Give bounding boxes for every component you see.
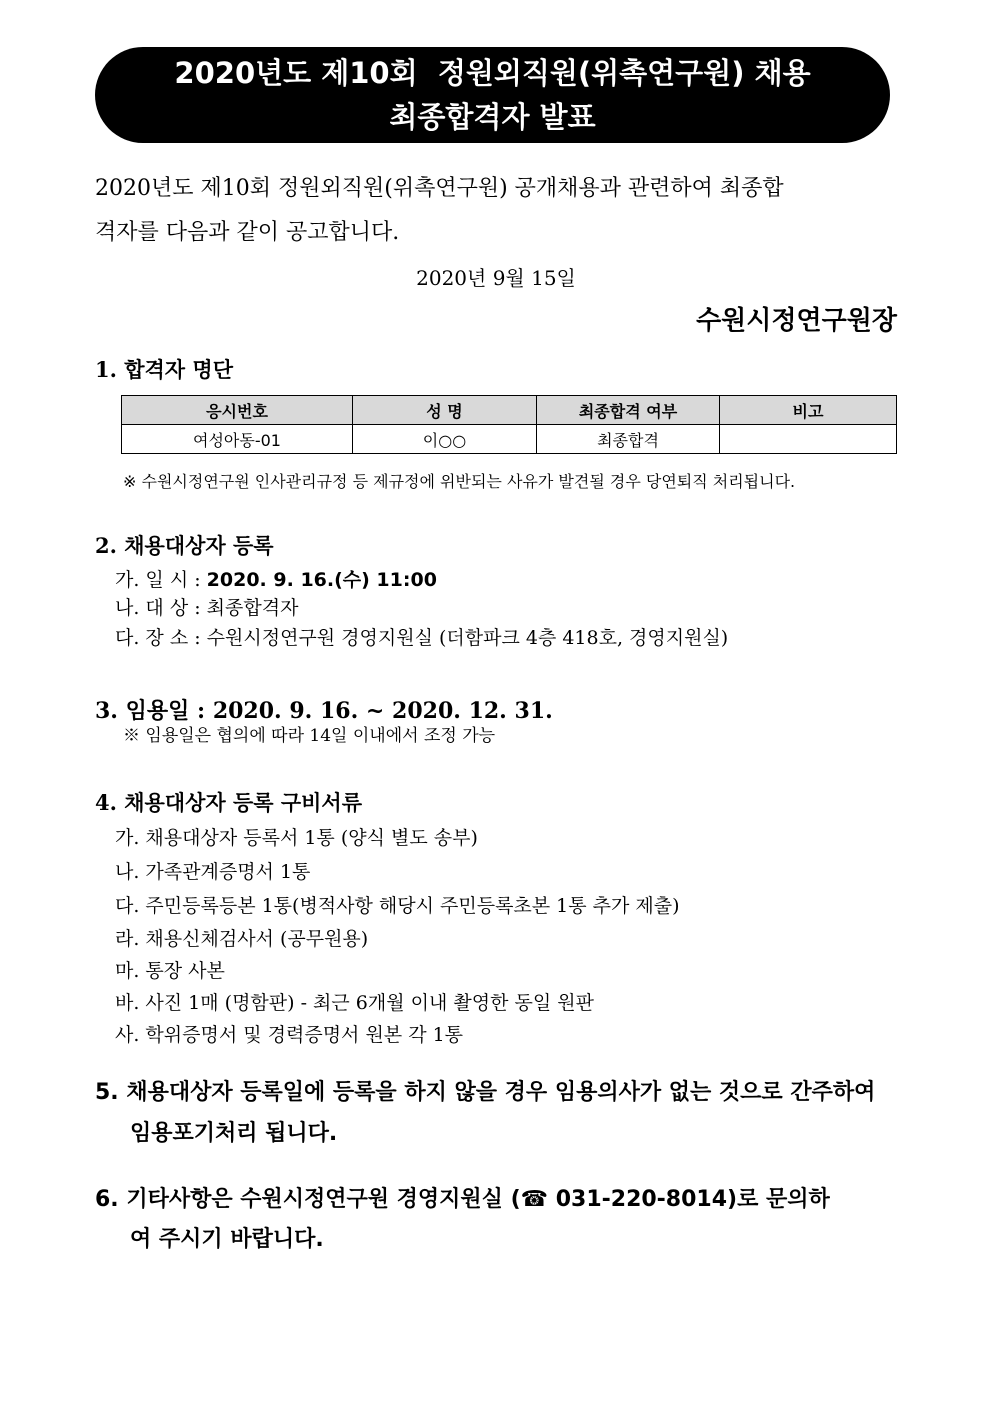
section-1-title: 1. 합격자 명단: [95, 357, 233, 382]
section-6-line-1: 6. 기타사항은 수원시정연구원 경영지원실 (☎ 031-220-8014)로 문의하: [95, 1187, 830, 1212]
header-exam-number: 응시번호: [122, 396, 353, 425]
registration-datetime-label: 가. 일 시 :: [115, 569, 207, 591]
section-3-title: 3. 임용일 : 2020. 9. 16. ~ 2020. 12. 31.: [95, 698, 553, 724]
cell-name: 이○○: [353, 425, 537, 454]
section-5-line-2: 임용포기처리 됩니다.: [130, 1121, 338, 1146]
title-line-2: 최종합격자 발표: [389, 100, 596, 134]
section-4-title: 4. 채용대상자 등록 구비서류: [95, 790, 363, 815]
intro-line-2: 격자를 다음과 같이 공고합니다.: [95, 220, 400, 245]
intro-line-1: 2020년도 제10회 정원외직원(위촉연구원) 공개채용과 관련하여 최종합: [95, 176, 784, 201]
section-1-note: ※ 수원시정연구원 인사관리규정 등 제규정에 위반되는 사유가 발견될 경우 당연퇴직 처리됩니다.: [123, 472, 796, 491]
table-row: [122, 425, 897, 454]
title-banner: [95, 47, 890, 143]
document-item-6: 바. 사진 1매 (명함판) - 최근 6개월 이내 촬영한 동일 원판: [115, 992, 594, 1014]
registration-place: 다. 장 소 : 수원시정연구원 경영지원실 (더함파크 4층 418호, 경영지원실): [115, 627, 729, 649]
signer: 수원시정연구원장: [696, 306, 897, 336]
registration-datetime: [115, 565, 437, 592]
notice-date: 2020년 9월 15일: [416, 266, 576, 290]
header-final-result: 최종합격 여부: [537, 396, 720, 425]
section-3-note: ※ 임용일은 협의에 따라 14일 이내에서 조정 가능: [123, 726, 496, 746]
cell-final-result: 최종합격: [537, 425, 720, 454]
document-item-1: 가. 채용대상자 등록서 1통 (양식 별도 송부): [115, 827, 478, 849]
title-line-1: 2020년도 제10회 정원외직원(위촉연구원) 채용: [174, 56, 811, 90]
document-item-3: 다. 주민등록등본 1통(병적사항 해당시 주민등록초본 1통 추가 제출): [115, 895, 680, 917]
header-remarks: 비고: [720, 396, 897, 425]
successful-candidates-table: [121, 395, 897, 454]
document-item-7: 사. 학위증명서 및 경력증명서 원본 각 1통: [115, 1024, 464, 1046]
registration-datetime-value: 2020. 9. 16.(수) 11:00: [206, 569, 437, 591]
section-5-line-1: 5. 채용대상자 등록일에 등록을 하지 않을 경우 임용의사가 없는 것으로 간주하여: [95, 1080, 876, 1105]
section-2-title: 2. 채용대상자 등록: [95, 533, 274, 558]
section-6-line-2: 여 주시기 바랍니다.: [130, 1227, 324, 1252]
document-item-4: 라. 채용신체검사서 (공무원용): [115, 928, 369, 950]
document-item-2: 나. 가족관계증명서 1통: [115, 861, 311, 883]
header-name: 성 명: [353, 396, 537, 425]
table-header-row: [122, 396, 897, 425]
cell-remarks: [720, 425, 897, 454]
cell-exam-number: 여성아동-01: [122, 425, 353, 454]
registration-target: 나. 대 상 : 최종합격자: [115, 597, 299, 619]
document-item-5: 마. 통장 사본: [115, 960, 225, 982]
